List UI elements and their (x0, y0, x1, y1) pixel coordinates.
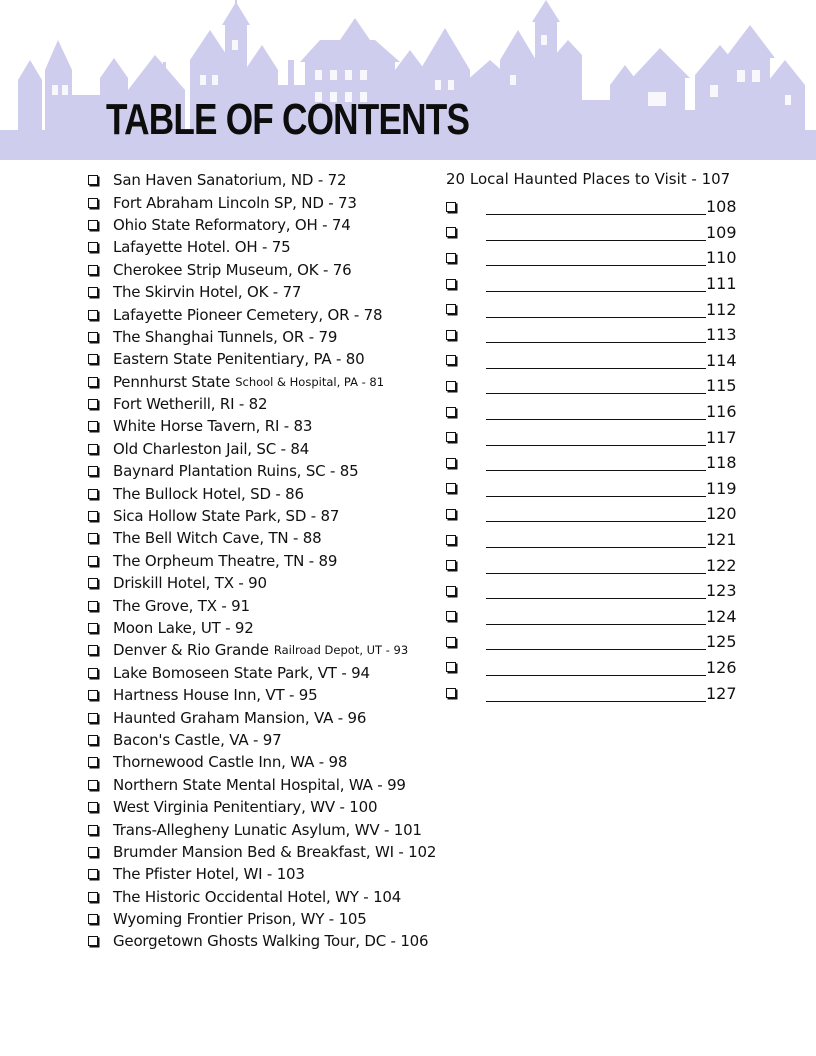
checkbox[interactable] (88, 175, 98, 185)
checkbox[interactable] (446, 586, 456, 596)
local-place-item (446, 424, 737, 450)
checkbox[interactable] (446, 330, 456, 340)
toc-item-small-text: Railroad Depot, UT - 93 (273, 643, 409, 658)
toc-item-text: The Orpheum Theatre, TN - 89 (113, 551, 338, 570)
checkbox[interactable] (88, 377, 98, 387)
page-number: 120 (706, 504, 737, 524)
page-number: 127 (706, 683, 737, 703)
toc-item (88, 729, 458, 751)
checkbox[interactable] (88, 220, 98, 230)
checkbox[interactable] (446, 202, 456, 212)
toc-item-text: West Virginia Penitentiary, WV - 100 (113, 798, 378, 817)
toc-item-text: The Grove, TX - 91 (113, 596, 250, 615)
page-number: 109 (706, 222, 737, 242)
checkbox[interactable] (446, 355, 456, 365)
toc-item-text: Fort Abraham Lincoln SP, ND - 73 (113, 193, 357, 212)
blank-line[interactable] (486, 505, 706, 522)
checkbox[interactable] (88, 668, 98, 678)
checkbox[interactable] (88, 444, 98, 454)
blank-line[interactable] (486, 454, 706, 471)
toc-item (88, 460, 458, 482)
page-number: 114 (706, 350, 737, 370)
checkbox[interactable] (446, 662, 456, 672)
toc-item (88, 281, 458, 303)
toc-item-text: Thornewood Castle Inn, WA - 98 (113, 753, 348, 772)
checkbox[interactable] (88, 735, 98, 745)
local-place-item (446, 348, 737, 374)
checkbox[interactable] (88, 511, 98, 521)
checkbox[interactable] (88, 869, 98, 879)
page-number: 123 (706, 581, 737, 601)
local-places-heading: 20 Local Haunted Places to Visit - 107 (446, 170, 731, 188)
checkbox[interactable] (446, 688, 456, 698)
checkbox[interactable] (446, 637, 456, 647)
page-number: 116 (706, 402, 737, 422)
toc-item-text: The Pfister Hotel, WI - 103 (113, 865, 305, 884)
checkbox[interactable] (88, 690, 98, 700)
checkbox[interactable] (446, 458, 456, 468)
page-number: 121 (706, 530, 737, 550)
blank-line[interactable] (486, 531, 706, 548)
blank-line[interactable] (486, 352, 706, 369)
toc-item (88, 214, 458, 236)
checkbox[interactable] (446, 304, 456, 314)
local-place-item (446, 604, 737, 630)
checkbox[interactable] (88, 556, 98, 566)
toc-item-text: Ohio State Reformatory, OH - 74 (113, 215, 351, 234)
toc-item (88, 415, 458, 437)
toc-item (88, 505, 458, 527)
checkbox[interactable] (88, 265, 98, 275)
checkbox[interactable] (446, 253, 456, 263)
toc-item-text: Northern State Mental Hospital, WA - 99 (113, 775, 406, 794)
toc-item-text: The Bullock Hotel, SD - 86 (113, 484, 304, 503)
blank-line[interactable] (486, 480, 706, 497)
blank-line[interactable] (486, 326, 706, 343)
checkbox[interactable] (446, 535, 456, 545)
checkbox[interactable] (88, 332, 98, 342)
toc-item-text: Denver & Rio Grande (113, 641, 269, 660)
checkbox[interactable] (446, 611, 456, 621)
blank-line[interactable] (486, 582, 706, 599)
toc-item-text: Pennhurst State (113, 372, 231, 391)
toc-item-text: Haunted Graham Mansion, VA - 96 (113, 708, 367, 727)
toc-item-text: Lafayette Hotel. OH - 75 (113, 238, 291, 257)
checkbox[interactable] (88, 713, 98, 723)
toc-item (88, 639, 458, 661)
page-number: 122 (706, 555, 737, 575)
local-place-item (446, 220, 737, 246)
local-place-item (446, 527, 737, 553)
checkbox[interactable] (88, 892, 98, 902)
toc-item-text: White Horse Tavern, RI - 83 (113, 417, 313, 436)
blank-line[interactable] (486, 429, 706, 446)
toc-item (88, 527, 458, 549)
checkbox[interactable] (88, 757, 98, 767)
toc-item-text: The Bell Witch Cave, TN - 88 (113, 529, 322, 548)
toc-item (88, 841, 458, 863)
blank-line[interactable] (486, 557, 706, 574)
local-place-item (446, 373, 737, 399)
checkbox[interactable] (88, 533, 98, 543)
page-number: 125 (706, 632, 737, 652)
checkbox[interactable] (446, 227, 456, 237)
checkbox[interactable] (446, 509, 456, 519)
checkbox[interactable] (88, 825, 98, 835)
checkbox[interactable] (88, 242, 98, 252)
blank-line[interactable] (486, 249, 706, 266)
toc-item-text: San Haven Sanatorium, ND - 72 (113, 171, 347, 190)
local-places-list (446, 194, 737, 706)
checkbox[interactable] (88, 399, 98, 409)
toc-item (88, 774, 458, 796)
checkbox[interactable] (446, 407, 456, 417)
toc-item (88, 796, 458, 818)
blank-line[interactable] (486, 377, 706, 394)
local-place-item (446, 578, 737, 604)
page-number: 108 (706, 197, 737, 217)
toc-item (88, 438, 458, 460)
toc-item-text: Moon Lake, UT - 92 (113, 619, 254, 637)
toc-item-text: Eastern State Penitentiary, PA - 80 (113, 350, 365, 369)
toc-item-text: Brumder Mansion Bed & Breakfast, WI - 102 (113, 842, 437, 861)
page-number: 112 (706, 299, 737, 319)
checkbox[interactable] (88, 287, 98, 297)
toc-item (88, 930, 458, 952)
toc-item (88, 662, 458, 684)
checkbox[interactable] (446, 279, 456, 289)
toc-item-text: Georgetown Ghosts Walking Tour, DC - 106 (113, 932, 429, 951)
blank-line[interactable] (486, 685, 706, 702)
page-number: 124 (706, 606, 737, 626)
checkbox[interactable] (88, 421, 98, 431)
toc-item-text: Trans-Allegheny Lunatic Asylum, WV - 101 (113, 820, 422, 839)
checkbox[interactable] (88, 198, 98, 208)
checkbox[interactable] (88, 802, 98, 812)
toc-item-text: The Historic Occidental Hotel, WY - 104 (113, 887, 402, 906)
blank-line[interactable] (486, 659, 706, 676)
toc-item (88, 751, 458, 773)
local-place-item (446, 296, 737, 322)
blank-line[interactable] (486, 633, 706, 650)
toc-item-text: The Skirvin Hotel, OK - 77 (113, 283, 302, 302)
local-place-item (446, 399, 737, 425)
page-number: 118 (706, 453, 737, 473)
page-number: 111 (706, 274, 737, 294)
page-number: 110 (706, 248, 737, 268)
toc-item-text: Sica Hollow State Park, SD - 87 (113, 507, 340, 526)
toc-item (88, 169, 458, 191)
local-place-item (446, 680, 737, 706)
toc-item (88, 371, 458, 393)
page-number: 126 (706, 657, 737, 677)
checkbox[interactable] (446, 483, 456, 493)
checkbox[interactable] (446, 432, 456, 442)
blank-line[interactable] (486, 608, 706, 625)
checkbox[interactable] (88, 310, 98, 320)
page-number: 113 (706, 325, 737, 345)
checkbox[interactable] (88, 847, 98, 857)
toc-item (88, 259, 458, 281)
page-title: TABLE OF CONTENTS (106, 95, 470, 144)
local-place-item (446, 629, 737, 655)
checkbox[interactable] (88, 780, 98, 790)
toc-item-text: Fort Wetherill, RI - 82 (113, 395, 268, 414)
checkbox[interactable] (88, 623, 98, 633)
toc-item-text: Baynard Plantation Ruins, SC - 85 (113, 462, 359, 481)
blank-line[interactable] (486, 275, 706, 292)
toc-list (88, 169, 458, 953)
blank-line[interactable] (486, 301, 706, 318)
toc-item (88, 348, 458, 370)
local-place-item (446, 271, 737, 297)
toc-item (88, 908, 458, 930)
toc-item (88, 617, 458, 639)
checkbox[interactable] (88, 601, 98, 611)
toc-item-text: Lafayette Pioneer Cemetery, OR - 78 (113, 305, 383, 324)
toc-item-text: Driskill Hotel, TX - 90 (113, 574, 267, 593)
toc-item (88, 706, 458, 728)
toc-item-text: Lake Bomoseen State Park, VT - 94 (113, 663, 370, 682)
toc-item-text: Bacon's Castle, VA - 97 (113, 730, 282, 749)
blank-line[interactable] (486, 224, 706, 241)
page-number: 119 (706, 478, 737, 498)
local-place-item (446, 245, 737, 271)
toc-item-text: Wyoming Frontier Prison, WY - 105 (113, 910, 367, 929)
local-place-item (446, 450, 737, 476)
toc-item (88, 863, 458, 885)
local-place-item (446, 194, 737, 220)
toc-item (88, 594, 458, 616)
toc-item-text: The Shanghai Tunnels, OR - 79 (113, 327, 338, 346)
toc-item-text: Cherokee Strip Museum, OK - 76 (113, 260, 352, 279)
checkbox[interactable] (88, 914, 98, 924)
checkbox[interactable] (88, 936, 98, 946)
toc-item (88, 886, 458, 908)
checkbox[interactable] (88, 578, 98, 588)
page-number: 117 (706, 427, 737, 447)
toc-item-small-text: School & Hospital, PA - 81 (235, 374, 385, 389)
toc-item-text: Old Charleston Jail, SC - 84 (113, 439, 310, 458)
blank-line[interactable] (486, 403, 706, 420)
checkbox[interactable] (88, 645, 98, 655)
toc-item (88, 818, 458, 840)
toc-item (88, 236, 458, 258)
toc-item-text: Hartness House Inn, VT - 95 (113, 686, 318, 705)
toc-item (88, 550, 458, 572)
toc-item (88, 326, 458, 348)
checkbox[interactable] (88, 354, 98, 364)
toc-item (88, 572, 458, 594)
toc-item (88, 303, 458, 325)
checkbox[interactable] (88, 466, 98, 476)
checkbox[interactable] (446, 381, 456, 391)
local-place-item (446, 501, 737, 527)
blank-line[interactable] (486, 198, 706, 215)
local-place-item (446, 655, 737, 681)
checkbox[interactable] (88, 489, 98, 499)
local-place-item (446, 476, 737, 502)
toc-item (88, 191, 458, 213)
checkbox[interactable] (446, 560, 456, 570)
toc-item (88, 684, 458, 706)
local-place-item (446, 322, 737, 348)
toc-item (88, 393, 458, 415)
toc-item (88, 482, 458, 504)
page-number: 115 (706, 376, 737, 396)
local-place-item (446, 552, 737, 578)
